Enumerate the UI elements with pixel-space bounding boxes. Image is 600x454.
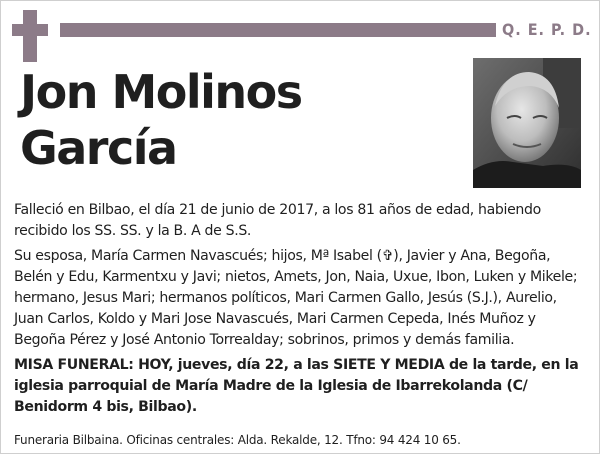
funeral-home-footer: Funeraria Bilbaina. Oficinas centrales: Alda. Rekalde, 12. Tfno: 94 424 10 65. (14, 433, 461, 447)
cross-icon (12, 10, 48, 62)
deceased-name-line2: García (20, 121, 177, 175)
obituary-body (14, 200, 586, 422)
death-notice: Falleció en Bilbao, el día 21 de junio de 2017, a los 81 años de edad, habiendo recibido los SS. SS. y la B. A de S.S. (14, 202, 541, 239)
deceased-name (20, 64, 460, 176)
deceased-name-line1: Jon Molinos (20, 65, 302, 119)
funeral-mass-notice: MISA FUNERAL: HOY, jueves, día 22, a las SIETE Y MEDIA de la tarde, en la iglesia parroquial de María Madre de la Iglesia de Ibarrekolanda (C/ Benidorm 4 bis, Bilbao). (14, 357, 579, 415)
family-list: Su esposa, María Carmen Navascués; hijos, Mª Isabel (✞), Javier y Ana, Begoña, Belén y Edu, Karmentxu y Javi; nietos, Amets, Jon, Naia, Uxue, Ibon, Luken y Mikele; hermano, Jesus Mari; hermanos políticos, Mari Carmen Gallo, Jesús (S.J.), Aurelio, Juan Carlos, Koldo y Mari Jose Navascués, Mari Carmen Cepeda, Inés Muñoz y Begoña Pérez y José Antonio Torrealday; sobrinos, primos y demás familia. (14, 248, 578, 348)
header-bar (60, 23, 496, 37)
qepd-label: Q. E. P. D. (502, 20, 592, 39)
deceased-photo (473, 58, 581, 188)
